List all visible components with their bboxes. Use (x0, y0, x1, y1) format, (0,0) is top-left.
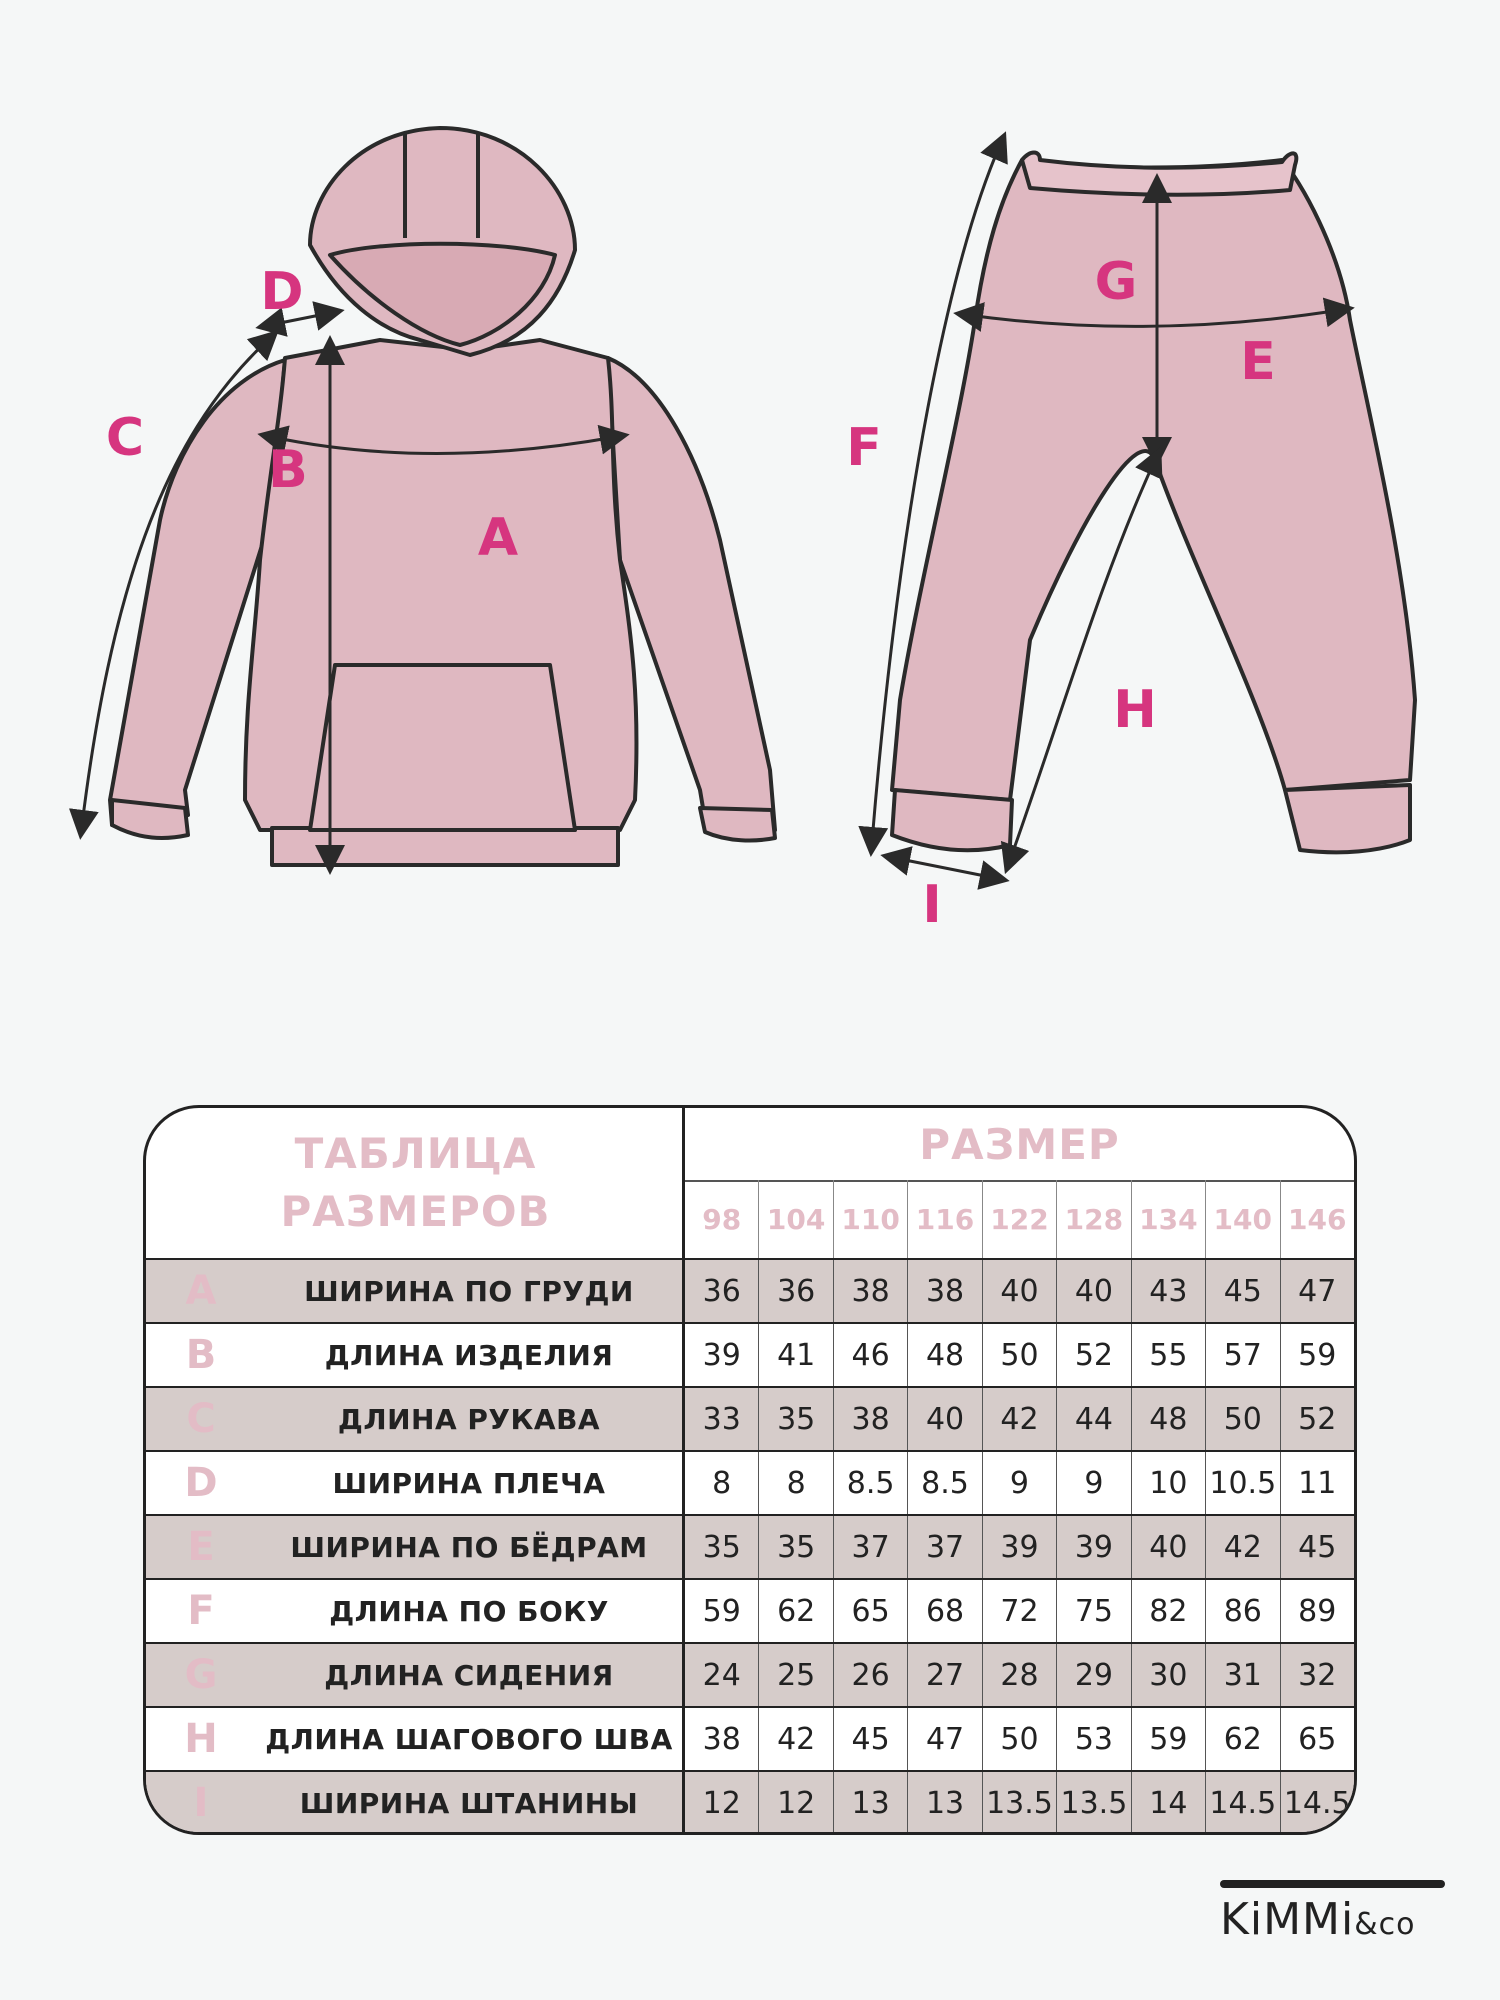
size-col: 116 (907, 1180, 981, 1258)
table-cell: 14.5 (1205, 1772, 1279, 1834)
logo-text (1220, 1894, 1415, 1945)
table-row (146, 1642, 1354, 1706)
table-cell: 13.5 (1056, 1772, 1130, 1834)
table-cell: 62 (758, 1580, 832, 1642)
table-cell: 29 (1056, 1644, 1130, 1706)
measure-values (682, 1516, 1354, 1578)
pants-drawing (892, 153, 1415, 853)
table-cell: 42 (982, 1388, 1056, 1450)
label-a: A (477, 508, 519, 568)
table-cell: 50 (1205, 1388, 1279, 1450)
table-cell: 59 (1280, 1324, 1354, 1386)
table-row (146, 1514, 1354, 1578)
table-cell: 14.5 (1280, 1772, 1354, 1834)
measure-values (682, 1772, 1354, 1834)
table-cell: 35 (758, 1388, 832, 1450)
table-cell: 45 (1205, 1260, 1279, 1322)
measure-values (682, 1260, 1354, 1322)
logo-main: KiMMi (1220, 1894, 1355, 1945)
label-c: C (105, 408, 145, 468)
measure-name: ДЛИНА ИЗДЕЛИЯ (324, 1338, 614, 1372)
logo-bar (1220, 1880, 1445, 1888)
size-col: 98 (702, 1202, 742, 1236)
row-letter: E (187, 1524, 215, 1570)
table-cell: 24 (702, 1657, 741, 1693)
table-cell: 86 (1205, 1580, 1279, 1642)
table-title-line2: РАЗМЕРОВ (280, 1187, 551, 1236)
table-cell: 46 (833, 1324, 907, 1386)
table-cell: 37 (907, 1516, 981, 1578)
row-letter: A (185, 1268, 217, 1314)
table-row (146, 1386, 1354, 1450)
size-columns (685, 1180, 1354, 1258)
measure-values (682, 1644, 1354, 1706)
table-cell: 37 (833, 1516, 907, 1578)
label-g: G (1094, 252, 1138, 312)
table-cell: 35 (702, 1529, 741, 1565)
measure-name: ШИРИНА ШТАНИНЫ (299, 1786, 639, 1820)
table-cell: 8.5 (907, 1452, 981, 1514)
size-col: 146 (1280, 1180, 1354, 1258)
table-cell: 11 (1280, 1452, 1354, 1514)
table-cell: 47 (907, 1708, 981, 1770)
table-cell: 59 (1131, 1708, 1205, 1770)
table-cell: 50 (982, 1324, 1056, 1386)
table-title (146, 1108, 685, 1258)
table-cell: 13.5 (982, 1772, 1056, 1834)
table-cell: 62 (1205, 1708, 1279, 1770)
table-cell: 40 (907, 1388, 981, 1450)
measure-values (682, 1452, 1354, 1514)
size-col: 110 (833, 1180, 907, 1258)
table-cell: 38 (833, 1388, 907, 1450)
table-row (146, 1450, 1354, 1514)
table-cell: 35 (758, 1516, 832, 1578)
table-cell: 38 (907, 1260, 981, 1322)
table-cell: 45 (1280, 1516, 1354, 1578)
size-col: 134 (1131, 1180, 1205, 1258)
table-cell: 43 (1131, 1260, 1205, 1322)
table-cell: 75 (1056, 1580, 1130, 1642)
table-cell: 82 (1131, 1580, 1205, 1642)
size-col: 140 (1205, 1180, 1279, 1258)
table-cell: 13 (833, 1772, 907, 1834)
table-cell: 38 (833, 1260, 907, 1322)
table-cell: 39 (982, 1516, 1056, 1578)
table-title-line1: ТАБЛИЦА (294, 1129, 537, 1178)
table-cell: 44 (1056, 1388, 1130, 1450)
table-divider (682, 1108, 685, 1835)
row-letter: H (184, 1716, 218, 1762)
size-col: 104 (758, 1180, 832, 1258)
table-cell: 32 (1280, 1644, 1354, 1706)
label-e: E (1240, 332, 1276, 392)
table-cell: 42 (758, 1708, 832, 1770)
table-cell: 40 (1056, 1260, 1130, 1322)
row-letter: I (193, 1780, 209, 1826)
row-letter: D (184, 1460, 218, 1506)
table-cell: 36 (758, 1260, 832, 1322)
measure-name: ШИРИНА ПО БЁДРАМ (290, 1530, 648, 1564)
table-cell: 55 (1131, 1324, 1205, 1386)
measure-values (682, 1708, 1354, 1770)
table-row (146, 1578, 1354, 1642)
table-cell: 53 (1056, 1708, 1130, 1770)
table-cell: 10.5 (1205, 1452, 1279, 1514)
table-cell: 8.5 (833, 1452, 907, 1514)
table-cell: 65 (1280, 1708, 1354, 1770)
table-cell: 65 (833, 1580, 907, 1642)
label-b: B (268, 440, 308, 500)
table-cell: 50 (982, 1708, 1056, 1770)
table-cell: 12 (758, 1772, 832, 1834)
table-cell: 41 (758, 1324, 832, 1386)
table-row (146, 1258, 1354, 1322)
table-row (146, 1770, 1354, 1834)
table-cell: 9 (1056, 1452, 1130, 1514)
table-cell: 31 (1205, 1644, 1279, 1706)
row-letter: B (185, 1332, 217, 1378)
measure-values (682, 1324, 1354, 1386)
table-cell: 48 (907, 1324, 981, 1386)
measure-name: ДЛИНА ПО БОКУ (329, 1594, 609, 1628)
table-cell: 59 (702, 1593, 741, 1629)
table-cell: 9 (982, 1452, 1056, 1514)
label-f: F (846, 418, 882, 478)
table-cell: 47 (1280, 1260, 1354, 1322)
table-cell: 72 (982, 1580, 1056, 1642)
table-cell: 48 (1131, 1388, 1205, 1450)
table-cell: 52 (1056, 1324, 1130, 1386)
table-row (146, 1706, 1354, 1770)
table-cell: 39 (1056, 1516, 1130, 1578)
measure-name: ДЛИНА СИДЕНИЯ (324, 1658, 614, 1692)
row-letter: G (184, 1652, 218, 1698)
hoodie-drawing (110, 128, 775, 865)
table-cell: 40 (982, 1260, 1056, 1322)
size-table (143, 1105, 1357, 1835)
label-i: I (922, 875, 942, 935)
size-col: 122 (982, 1180, 1056, 1258)
row-letter: F (187, 1588, 215, 1634)
row-letter: C (186, 1396, 216, 1442)
table-cell: 25 (758, 1644, 832, 1706)
measure-values (682, 1580, 1354, 1642)
table-cell: 45 (833, 1708, 907, 1770)
table-cell: 39 (702, 1337, 741, 1373)
size-col: 128 (1056, 1180, 1130, 1258)
table-cell: 33 (702, 1401, 741, 1437)
measure-name: ШИРИНА ПЛЕЧА (332, 1466, 606, 1500)
table-cell: 89 (1280, 1580, 1354, 1642)
table-cell: 40 (1131, 1516, 1205, 1578)
table-rows (146, 1258, 1354, 1834)
table-cell: 13 (907, 1772, 981, 1834)
table-cell: 28 (982, 1644, 1056, 1706)
label-h: H (1113, 680, 1157, 740)
table-cell: 8 (758, 1452, 832, 1514)
label-d: D (260, 262, 304, 322)
measure-name: ШИРИНА ПО ГРУДИ (304, 1274, 634, 1308)
table-cell: 38 (702, 1721, 741, 1757)
table-row (146, 1322, 1354, 1386)
logo-suffix: &co (1354, 1907, 1416, 1942)
table-cell: 57 (1205, 1324, 1279, 1386)
table-cell: 52 (1280, 1388, 1354, 1450)
table-cell: 42 (1205, 1516, 1279, 1578)
measure-name: ДЛИНА РУКАВА (337, 1402, 601, 1436)
table-cell: 26 (833, 1644, 907, 1706)
table-cell: 27 (907, 1644, 981, 1706)
table-cell: 12 (702, 1785, 741, 1821)
table-cell: 36 (702, 1273, 741, 1309)
table-cell: 14 (1131, 1772, 1205, 1834)
measure-values (682, 1388, 1354, 1450)
table-cell: 68 (907, 1580, 981, 1642)
measure-name: ДЛИНА ШАГОВОГО ШВА (265, 1722, 673, 1756)
table-cell: 30 (1131, 1644, 1205, 1706)
brand-logo (1220, 1880, 1445, 1950)
table-cell: 8 (712, 1465, 732, 1501)
size-header: РАЗМЕР (685, 1108, 1354, 1182)
table-cell: 10 (1131, 1452, 1205, 1514)
